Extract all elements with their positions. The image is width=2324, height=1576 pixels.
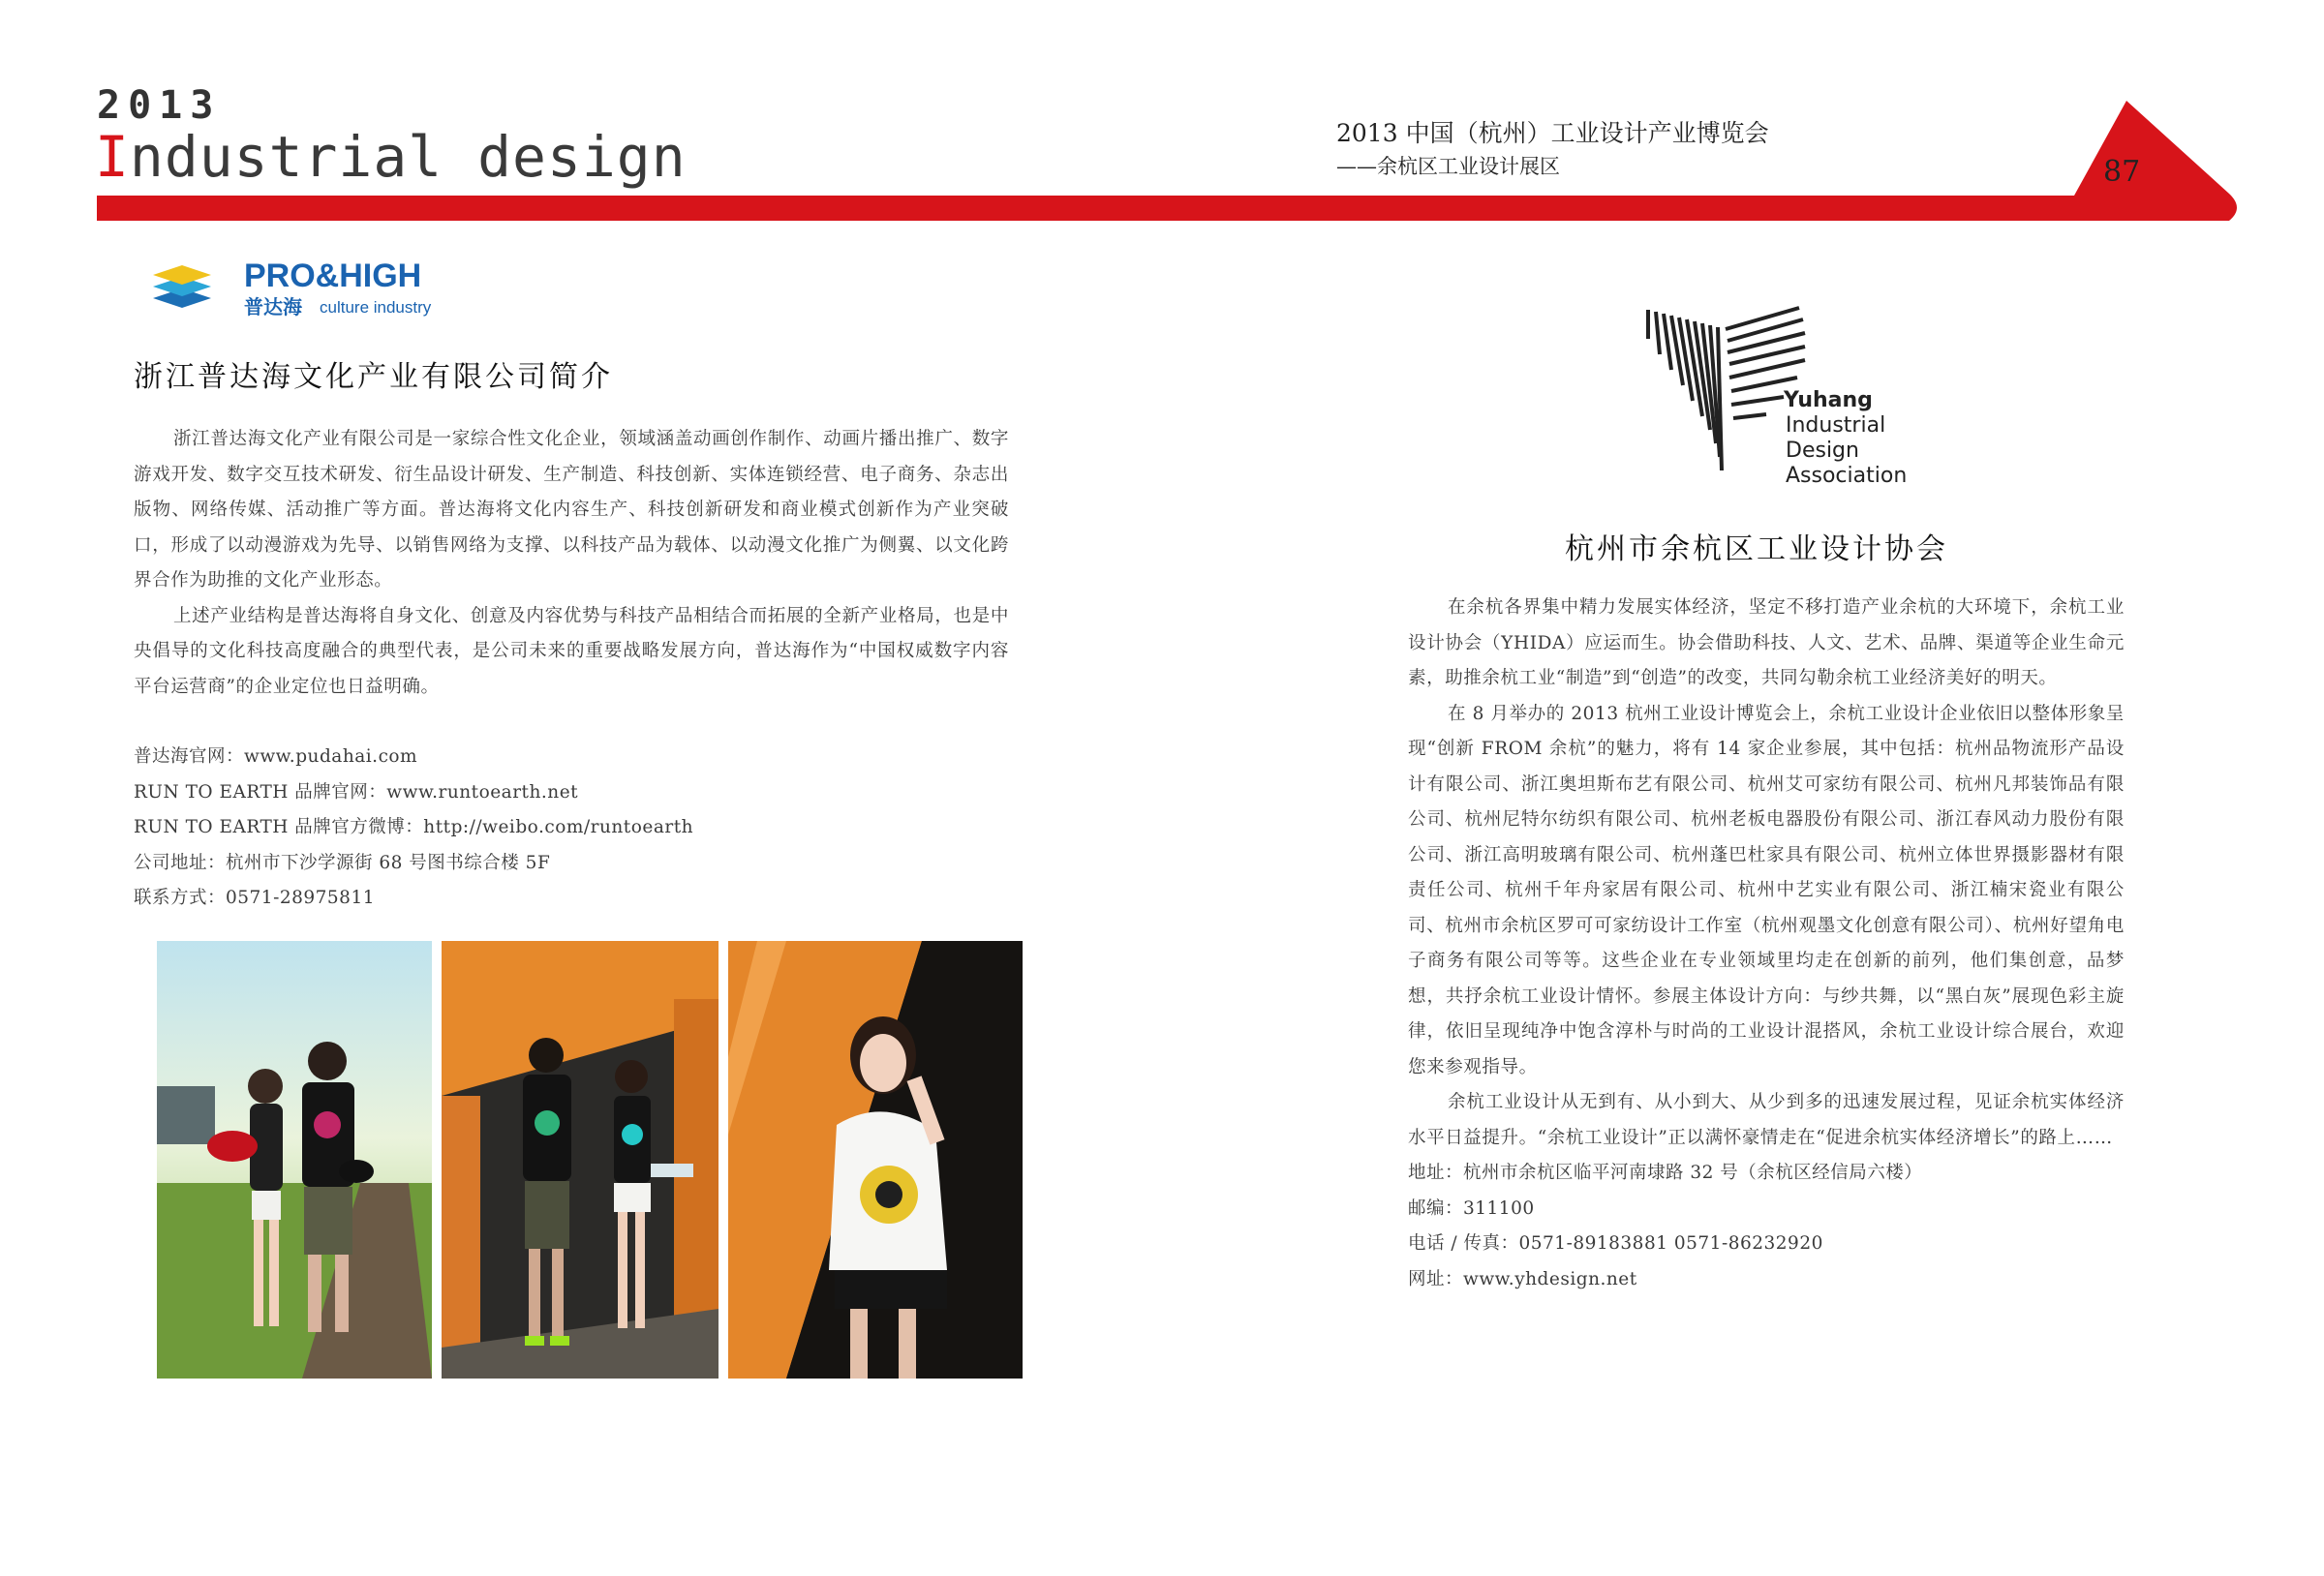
couple-in-corridor-photo [442,941,719,1379]
yhida-word-2: Industrial [1786,413,1886,438]
left-contact-phone: 联系方式：0571-28975811 [134,888,375,908]
left-contact-brand-site: RUN TO EARTH 品牌官网：www.runtoearth.net [134,781,579,803]
header-red-bar [97,101,2237,221]
right-contact-website: 网址：www.yhdesign.net [1408,1268,1637,1289]
left-contact-list [134,740,1009,917]
right-paragraph-2: 在 8 月举办的 2013 杭州工业设计博览会上，余杭工业设计企业依旧以整体形象呈现“创新 FROM 余杭”的魅力，将有 14 家企业参展，其中包括：杭州品物流形产品设计有限公司、浙江奥坦斯布艺有限公司、杭州艾可家纺有限公司、杭州凡邦装饰品有限公司、杭州尼特尔纺织有限公司、杭州老板电器股份有限公司、浙江春风动力股份有限公司、浙江高明玻璃有限公司、杭州蓬巴杜家具有限公司、杭州立体世界摄影器材有限责任公司、杭州千年舟家居有限公司、杭州中艺实业有限公司、浙江楠宋瓷业有限公司、杭州市余杭区罗可可家纺设计工作室（杭州观墨文化创意有限公司）、杭州好望角电子商务有限公司等等。这些企业在专业领域里均走在创新的前列，他们集创意，品梦想，共抒余杭工业设计情怀。参展主体设计方向：与纱共舞，以“黑白灰”展现色彩主旋律，依旧呈现纯净中饱含淳朴与时尚的工业设计混搭风，余杭工业设计综合展台，欢迎您来参观指导。 [1408,703,2125,1077]
right-association-heading: 杭州市余杭区工业设计协会 [1565,532,1948,566]
left-company-intro [134,422,1009,705]
prohigh-cn-name: 普达海 [244,295,302,318]
couple-on-lawn-photo [157,941,432,1379]
brand-first-letter: I [95,124,130,190]
brand-rest: ndustrial design [129,124,687,190]
prohigh-logo [145,254,474,323]
prohigh-wordmark: PRO&HIGH [244,258,422,294]
header-red-band [0,0,2324,232]
yhida-logo [1638,300,1910,494]
yhida-word-1: Yuhang [1784,388,1873,412]
right-association-intro [1408,591,2125,1297]
left-contact-website: 普达海官网：www.pudahai.com [134,746,418,767]
right-contact-address: 地址：杭州市余杭区临平河南埭路 32 号（余杭区经信局六楼） [1408,1163,1923,1183]
layered-diamond-icon [153,265,211,308]
prohigh-tagline: culture industry [320,298,432,317]
right-paragraph-3: 余杭工业设计从无到有、从小到大、从少到多的迅速发展过程，见证余杭实体经济水平日益提升。“余杭工业设计”正以满怀豪情走在“促进余杭实体经济增长”的路上…… [1408,1092,2125,1148]
right-contact-postcode: 邮编：311100 [1408,1197,1535,1219]
yhida-word-4: Association [1786,464,1908,488]
striped-y-icon [1648,308,1805,470]
header-year: 2013 [97,83,222,128]
right-paragraph-1: 在余杭各界集中精力发展实体经济，坚定不移打造产业余杭的大环境下，余杭工业设计协会（YHIDA）应运而生。协会借助科技、人文、艺术、品牌、渠道等企业生命元素，助推余杭工业“制造”到“创造”的改变，共同勾勒余杭工业经济美好的明天。 [1408,597,2125,688]
yhida-word-3: Design [1786,439,1859,463]
left-contact-weibo: RUN TO EARTH 品牌官方微博：http://weibo.com/runtoearth [134,817,694,837]
left-paragraph-1: 浙江普达海文化产业有限公司是一家综合性文化企业，领域涵盖动画创作制作、动画片播出推广、数字游戏开发、数字交互技术研发、衍生品设计研发、生产制造、科技创新、实体连锁经营、电子商务、杂志出版物、网络传媒、活动推广等方面。普达海将文化内容生产、科技创新研发和商业模式创新作为产业突破口，形成了以动漫游戏为先导、以销售网络为支撑、以科技产品为载体、以动漫文化推广为侧翼、以文化跨界合作为助推的文化产业形态。 [134,429,1009,591]
right-contact-phone: 电话 / 传真：0571-89183881 0571-86232920 [1408,1233,1823,1254]
expo-title: 2013 中国（杭州）工业设计产业博览会 [1336,119,1769,147]
left-contact-address: 公司地址：杭州市下沙学源街 68 号图书综合楼 5F [134,852,551,873]
page-number: 87 [2103,155,2141,189]
expo-subtitle: ——余杭区工业设计展区 [1336,155,1560,178]
left-paragraph-2: 上述产业结构是普达海将自身文化、创意及内容优势与科技产品相结合而拓展的全新产业格局，也是中央倡导的文化科技高度融合的典型代表，是公司未来的重要战略发展方向，普达海作为“中国权威数字内容平台运营商”的企业定位也日益明确。 [134,605,1009,697]
left-company-heading: 浙江普达海文化产业有限公司简介 [134,360,613,394]
girl-leaning-wall-photo [728,941,1023,1379]
